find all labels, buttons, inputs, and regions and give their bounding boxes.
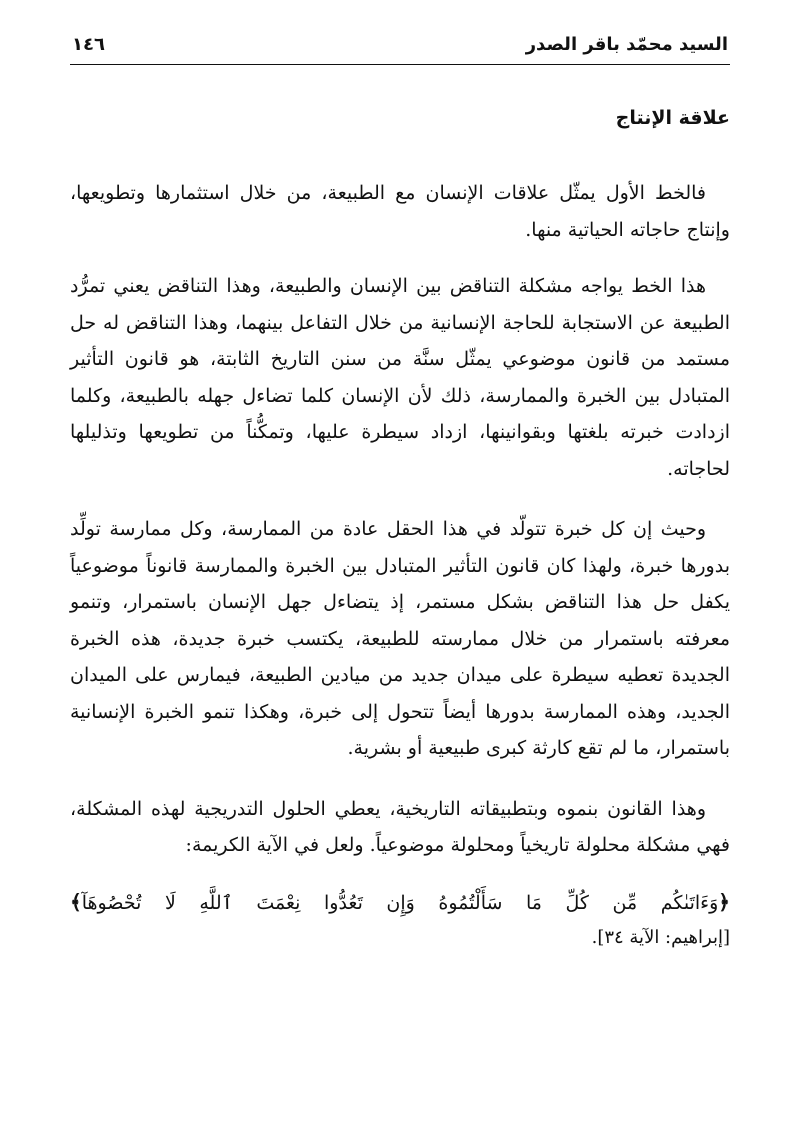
verse-open-bracket: ﴿ (718, 889, 730, 914)
paragraph-2: هذا الخط يواجه مشكلة التناقض بين الإنسان والطبيعة، وهذا التناقض يعني تمرُّد الطبيعة عن الاستجابة للحاجة الإنسانية من خلال التفاعل بينهما، وهذا التناقض له حل مستمد من قانون موضوعي يمثّل سنَّة من سنن التاريخ الثابتة، هو قانون التأثير المتبادل بين الخبرة والممارسة، ذلك لأن الإنسان كلما تضاءل جهله بالطبيعة، وكلما ازدادت خبرته بلغتها وبقوانينها، ازداد سيطرة عليها، وتمكُّناً من تطويعها وتذليلها لحاجاته. (70, 275, 730, 480)
running-header-author: السيد محمّد باقر الصدر (525, 34, 728, 55)
paragraph-4: وهذا القانون بنموه وبتطبيقاته التاريخية، يعطي الحلول التدريجية لهذه المشكلة، فهي مشكلة محلولة تاريخياً ومحلولة موضوعياً. ولعل في الآية الكريمة: (70, 797, 730, 856)
verse-text: وَءَاتَىٰكُم مِّن كُلِّ مَا سَأَلْتُمُوهُ وَإِن تَعُدُّوا نِعْمَتَ ٱللَّهِ لَا تُحْصُوهَآ (81, 891, 719, 914)
paragraph-3: وحيث إن كل خبرة تتولّد في هذا الحقل عادة من الممارسة، وكل ممارسة تولِّد بدورها خبرة، ولهذا كان قانون التأثير المتبادل بين الخبرة والممارسة قانوناً موضوعياً يكفل حل هذا التناقض بشكل مستمر، إذ يتضاءل جهل الإنسان باستمرار، وتنمو معرفته باستمرار من خلال ممارسته للطبيعة، يكتسب خبرة جديدة، هذه الخبرة الجديدة تعطيه سيطرة على ميدان جديد من ميادين الطبيعة، فيمارس على الميدان الجديد، وهذه الممارسة بدورها أيضاً تتحول إلى خبرة، وهكذا تنمو الخبرة الإنسانية باستمرار، ما لم تقع كارثة كبرى طبيعية أو بشرية. (70, 518, 730, 759)
paragraph-1: فالخط الأول يمثّل علاقات الإنسان مع الطبيعة، من خلال استثمارها وتطويعها، وإنتاج حاجاته الحياتية منها. (70, 182, 730, 241)
running-header (70, 30, 730, 65)
verse-citation: [إبراهيم: الآية ٣٤]. (591, 926, 730, 948)
body-text (70, 175, 730, 955)
section-title: علاقة الإنتاج (615, 107, 730, 129)
page-number: ١٤٦ (72, 34, 105, 55)
verse-close-bracket: ﴾ (70, 889, 82, 914)
quran-verse (70, 884, 730, 921)
